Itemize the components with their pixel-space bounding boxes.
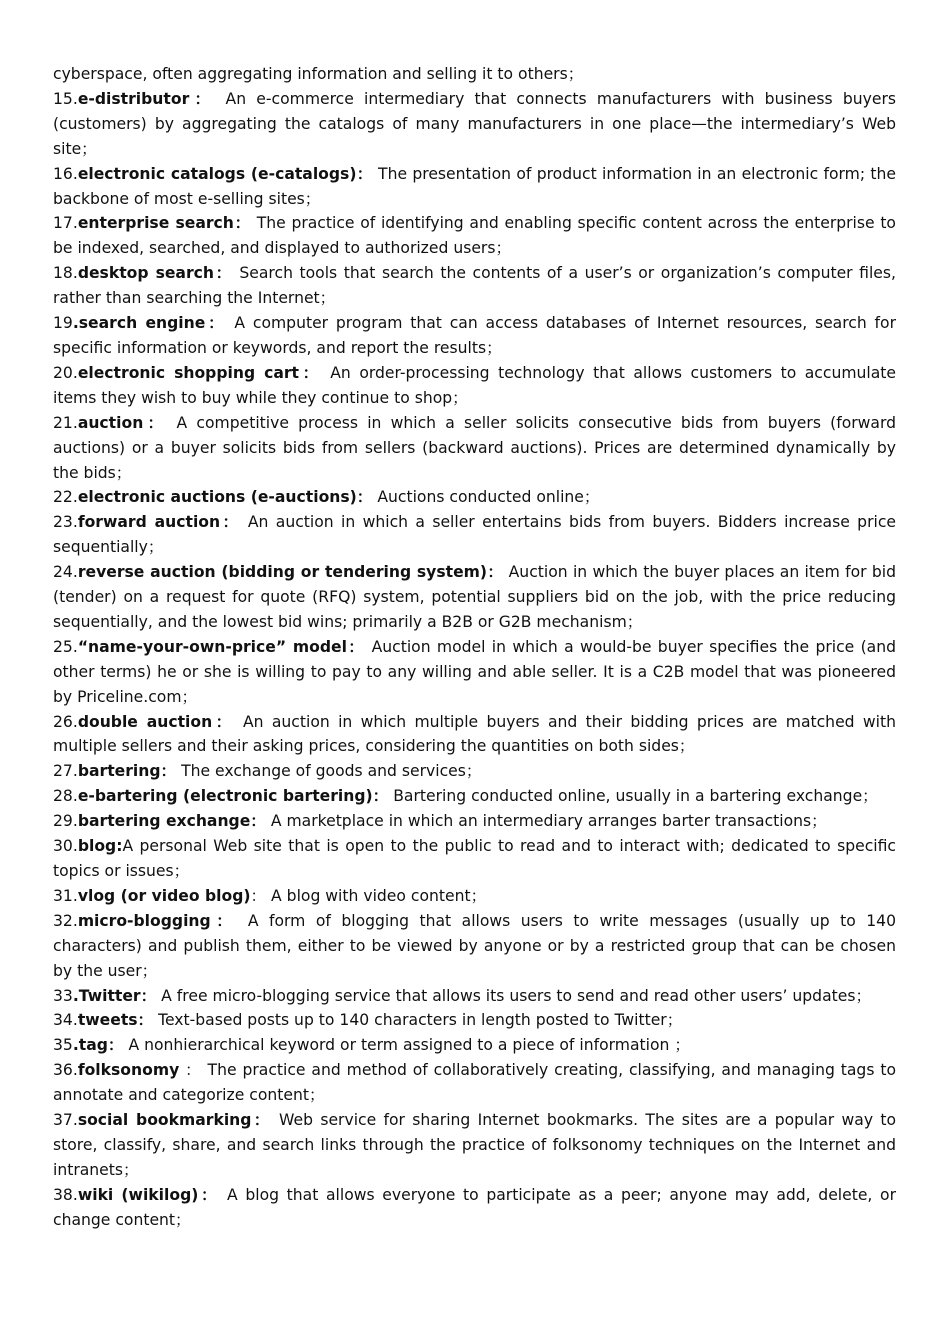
entry-definition: Auctions conducted online； bbox=[372, 488, 600, 507]
entry-number: 33 bbox=[53, 986, 73, 1005]
glossary-entry bbox=[53, 1108, 896, 1183]
entry-term: vlog (or video blog) bbox=[77, 886, 251, 905]
entry-term: enterprise search： bbox=[77, 214, 251, 233]
entry-definition: An auction in which multiple buyers and their bidding prices are matched with multiple sellers and their asking prices, considering the quantities on both sides； bbox=[53, 712, 896, 756]
entry-number: 23. bbox=[53, 513, 78, 532]
entry-term: double auction： bbox=[77, 712, 235, 731]
entry-number: 26. bbox=[53, 712, 78, 731]
entry-term: .search engine： bbox=[72, 314, 227, 333]
entry-number: 37. bbox=[53, 1111, 78, 1130]
entry-number: 27. bbox=[53, 762, 78, 781]
entry-definition: A nonhierarchical keyword or term assigned to a piece of information ； bbox=[123, 1036, 690, 1055]
entry-definition: A blog that allows everyone to participate as a peer; anyone may add, delete, or change content； bbox=[53, 1185, 896, 1229]
entry-definition: The presentation of product information in an electronic form; the backbone of most e-selling sites； bbox=[53, 164, 896, 208]
entry-number: 29. bbox=[53, 812, 78, 831]
glossary-entry bbox=[53, 261, 896, 311]
glossary-entry bbox=[53, 1183, 896, 1233]
entry-number: 17. bbox=[53, 214, 78, 233]
glossary-entry bbox=[53, 162, 896, 212]
glossary-entry bbox=[53, 211, 896, 261]
glossary-entry bbox=[53, 1058, 896, 1108]
entry-definition: An e-commerce intermediary that connects manufacturers with business buyers (customers) by aggregating the catalogs of many manufacturers in one place—the intermediary’s Web site； bbox=[53, 89, 896, 158]
entry-number: 28. bbox=[53, 787, 78, 806]
continuation-text: cyberspace, often aggregating information and selling it to others； bbox=[53, 65, 584, 83]
entry-definition: Auction model in which a would-be buyer specifies the price (and other terms) he or she is willing to pay to any willing and able seller. It is a C2B model that was pioneered by Priceline.com； bbox=[53, 637, 897, 706]
entry-term: “name-your-own-price” model： bbox=[77, 637, 366, 656]
glossary-entry bbox=[53, 635, 896, 710]
entry-term: e-distributor： bbox=[77, 89, 216, 108]
glossary-entry bbox=[53, 759, 896, 784]
document-page bbox=[53, 62, 896, 1233]
entry-definition: A marketplace in which an intermediary arranges barter transactions； bbox=[265, 812, 827, 831]
glossary-entry bbox=[53, 87, 896, 162]
glossary-entry bbox=[53, 411, 896, 486]
entry-number: 16. bbox=[53, 164, 78, 183]
entry-term: forward auction： bbox=[77, 513, 241, 532]
entry-definition: An auction in which a seller entertains bids from buyers. Bidders increase price sequentially； bbox=[53, 513, 896, 557]
entry-definition: Text-based posts up to 140 characters in length posted to Twitter； bbox=[153, 1011, 683, 1030]
entry-term: electronic shopping cart： bbox=[77, 363, 322, 382]
entry-term: blog: bbox=[77, 837, 123, 856]
entry-term: folksonomy bbox=[77, 1061, 180, 1080]
entry-definition: The practice of identifying and enabling specific content across the enterprise to be indexed, searched, and displayed to authorized users； bbox=[53, 214, 896, 258]
entry-definition: A competitive process in which a seller solicits consecutive bids from buyers (forward auctions) or a buyer solicits bids from sellers (backward auctions). Prices are determined dynamically by the bids； bbox=[53, 413, 896, 482]
entry-definition: ： The practice and method of collaboratively creating, classifying, and managing tags to annotate and categorize content； bbox=[53, 1061, 896, 1105]
entry-term: social bookmarking： bbox=[77, 1111, 272, 1130]
entry-number: 21. bbox=[53, 413, 78, 432]
entry-term: .tag： bbox=[72, 1036, 124, 1055]
entry-number: 36. bbox=[53, 1061, 78, 1080]
entry-number: 24. bbox=[53, 563, 78, 582]
entry-number: 30. bbox=[53, 837, 78, 856]
glossary-entry bbox=[53, 909, 896, 984]
entry-term: electronic auctions (e-auctions)： bbox=[77, 488, 373, 507]
entry-number: 38. bbox=[53, 1185, 78, 1204]
glossary-entry bbox=[53, 834, 896, 884]
entry-number: 22. bbox=[53, 488, 78, 507]
entry-term: wiki (wikilog)： bbox=[77, 1185, 220, 1204]
glossary-list bbox=[53, 87, 896, 1233]
entry-definition: A form of blogging that allows users to write messages (usually up to 140 characters) and publish them, either to be viewed by anyone or by a restricted group that can be chosen by the user； bbox=[53, 911, 897, 980]
entry-term: auction： bbox=[77, 413, 168, 432]
glossary-entry bbox=[53, 361, 896, 411]
entry-definition: A personal Web site that is open to the public to read and to interact with; dedicated to specific topics or issues； bbox=[53, 837, 896, 880]
entry-definition: The exchange of goods and services； bbox=[176, 762, 482, 781]
entry-definition: ： A blog with video content； bbox=[250, 886, 487, 905]
entry-definition: Auction in which the buyer places an item for bid (tender) on a request for quote (RFQ) system, potential suppliers bid on the job, with the price reducing sequentially, and the lowest bid wins; primarily a B2B or G2B mechanism； bbox=[53, 563, 896, 631]
entry-term: desktop search： bbox=[77, 264, 233, 283]
entry-term: bartering exchange： bbox=[77, 812, 266, 831]
entry-definition: A computer program that can access databases of Internet resources, search for specific information or keywords, and report the results； bbox=[53, 314, 896, 357]
entry-number: 35 bbox=[53, 1036, 73, 1055]
glossary-entry bbox=[53, 485, 896, 510]
entry-number: 20. bbox=[53, 363, 78, 382]
entry-term: .Twitter： bbox=[72, 986, 157, 1005]
entry-number: 32. bbox=[53, 911, 78, 930]
entry-term: e-bartering (electronic bartering)： bbox=[77, 787, 389, 806]
entry-number: 18. bbox=[53, 264, 78, 283]
glossary-entry bbox=[53, 510, 896, 560]
entry-number: 31. bbox=[53, 886, 78, 905]
entry-term: tweets： bbox=[77, 1011, 154, 1030]
glossary-entry bbox=[53, 560, 896, 635]
entry-number: 19 bbox=[53, 314, 73, 333]
glossary-entry bbox=[53, 784, 896, 809]
entry-definition: Web service for sharing Internet bookmarks. The sites are a popular way to store, classify, share, and search links through the practice of folksonomy techniques on the Internet and intranets； bbox=[53, 1111, 897, 1179]
entry-definition: A free micro-blogging service that allows its users to send and read other users’ updates； bbox=[156, 986, 872, 1005]
glossary-entry bbox=[53, 984, 896, 1009]
entry-definition: Bartering conducted online, usually in a bartering exchange； bbox=[388, 787, 878, 806]
entry-term: micro-blogging： bbox=[77, 911, 238, 930]
glossary-entry bbox=[53, 1033, 896, 1058]
entry-term: reverse auction (bidding or tendering system)： bbox=[77, 563, 504, 582]
entry-term: bartering： bbox=[77, 762, 177, 781]
entry-number: 25. bbox=[53, 637, 78, 656]
entry-number: 15. bbox=[53, 89, 78, 108]
glossary-entry bbox=[53, 311, 896, 361]
entry-number: 34. bbox=[53, 1011, 78, 1030]
entry-term: electronic catalogs (e-catalogs)： bbox=[77, 164, 373, 183]
glossary-entry bbox=[53, 809, 896, 834]
entry-definition: Search tools that search the contents of a user’s or organization’s computer files, rather than searching the Internet； bbox=[53, 264, 896, 308]
entry-definition: An order-processing technology that allows customers to accumulate items they wish to buy while they continue to shop； bbox=[53, 363, 897, 407]
glossary-entry bbox=[53, 884, 896, 909]
glossary-entry bbox=[53, 710, 896, 760]
glossary-entry bbox=[53, 1008, 896, 1033]
